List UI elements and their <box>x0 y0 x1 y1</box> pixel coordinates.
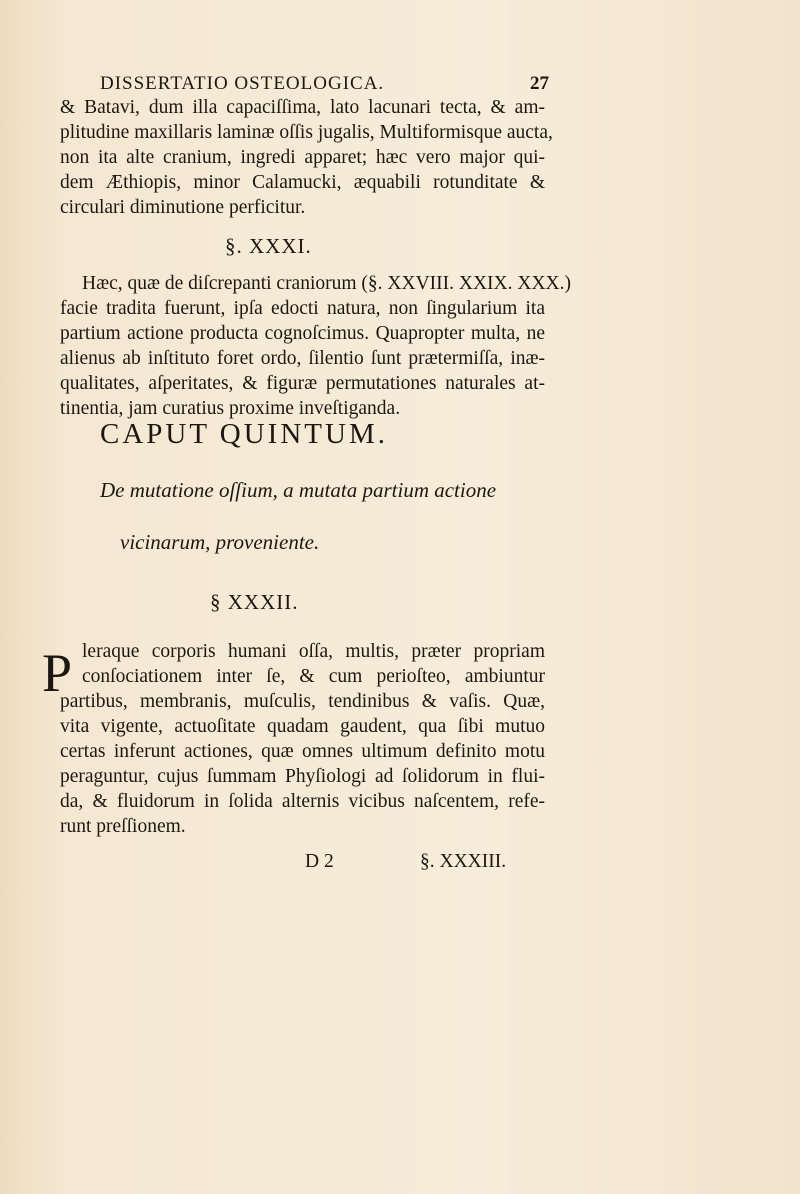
text-line: circulari diminutione perficitur. <box>60 197 306 218</box>
text-line: runt preſſionem. <box>60 816 186 837</box>
text-line: partibus, membranis, muſculis, tendinibus & vaſis. Quæ, <box>60 691 545 712</box>
text-line: partium actione producta cognoſcimus. Quapropter multa, ne <box>60 323 545 344</box>
text-line: leraque corporis humani oſſa, multis, præter propriam <box>82 641 545 662</box>
text-line: certas inferunt actiones, quæ omnes ultimum definito motu <box>60 741 545 762</box>
text-line: plitudine maxillaris laminæ oſſis jugalis, Multiformisque aucta, <box>60 122 553 143</box>
section-heading: § XXXII. <box>210 590 299 614</box>
running-title: DISSERTATIO OSTEOLOGICA. <box>100 73 385 94</box>
text-line: vita vigente, actuoſitate quadam gaudent, qua ſibi mutuo <box>60 716 545 737</box>
text-line: alienus ab inſtituto foret ordo, ſilentio ſunt prætermiſſa, inæ- <box>60 348 545 369</box>
signature-mark: D 2 <box>305 851 334 872</box>
text-line: peraguntur, cujus ſummam Phyſiologi ad ſolidorum in flui- <box>60 766 545 787</box>
text-line: Hæc, quæ de diſcrepanti craniorum (§. XXVIII. XXIX. XXX.) <box>82 273 571 294</box>
chapter-title: CAPUT QUINTUM. <box>100 418 388 450</box>
text-line: conſociationem inter ſe, & cum perioſteo, ambiuntur <box>82 666 545 687</box>
page-number: 27 <box>530 73 549 94</box>
text-line: da, & fluidorum in ſolida alternis vicibus naſcentem, refe- <box>60 791 545 812</box>
text-line: non ita alte cranium, ingredi apparet; hæc vero major qui- <box>60 147 545 168</box>
text-line: tinentia, jam curatius proxime inveſtiganda. <box>60 398 401 419</box>
text-line: qualitates, aſperitates, & figuræ permutationes naturales at- <box>60 373 545 394</box>
text-line: facie tradita fuerunt, ipſa edocti natura, non ſingularium ita <box>60 298 545 319</box>
catchword: §. XXXIII. <box>420 851 507 872</box>
drop-cap: P <box>42 643 73 703</box>
text-line: dem Æthiopis, minor Calamucki, æquabili rotunditate & <box>60 172 545 193</box>
chapter-subtitle: De mutatione oſſium, a mutata partium actione <box>100 478 497 502</box>
section-heading: §. XXXI. <box>225 234 312 258</box>
chapter-subtitle: vicinarum, proveniente. <box>120 530 320 554</box>
text-line: & Batavi, dum illa capaciſſima, lato lacunari tecta, & am- <box>60 97 545 118</box>
